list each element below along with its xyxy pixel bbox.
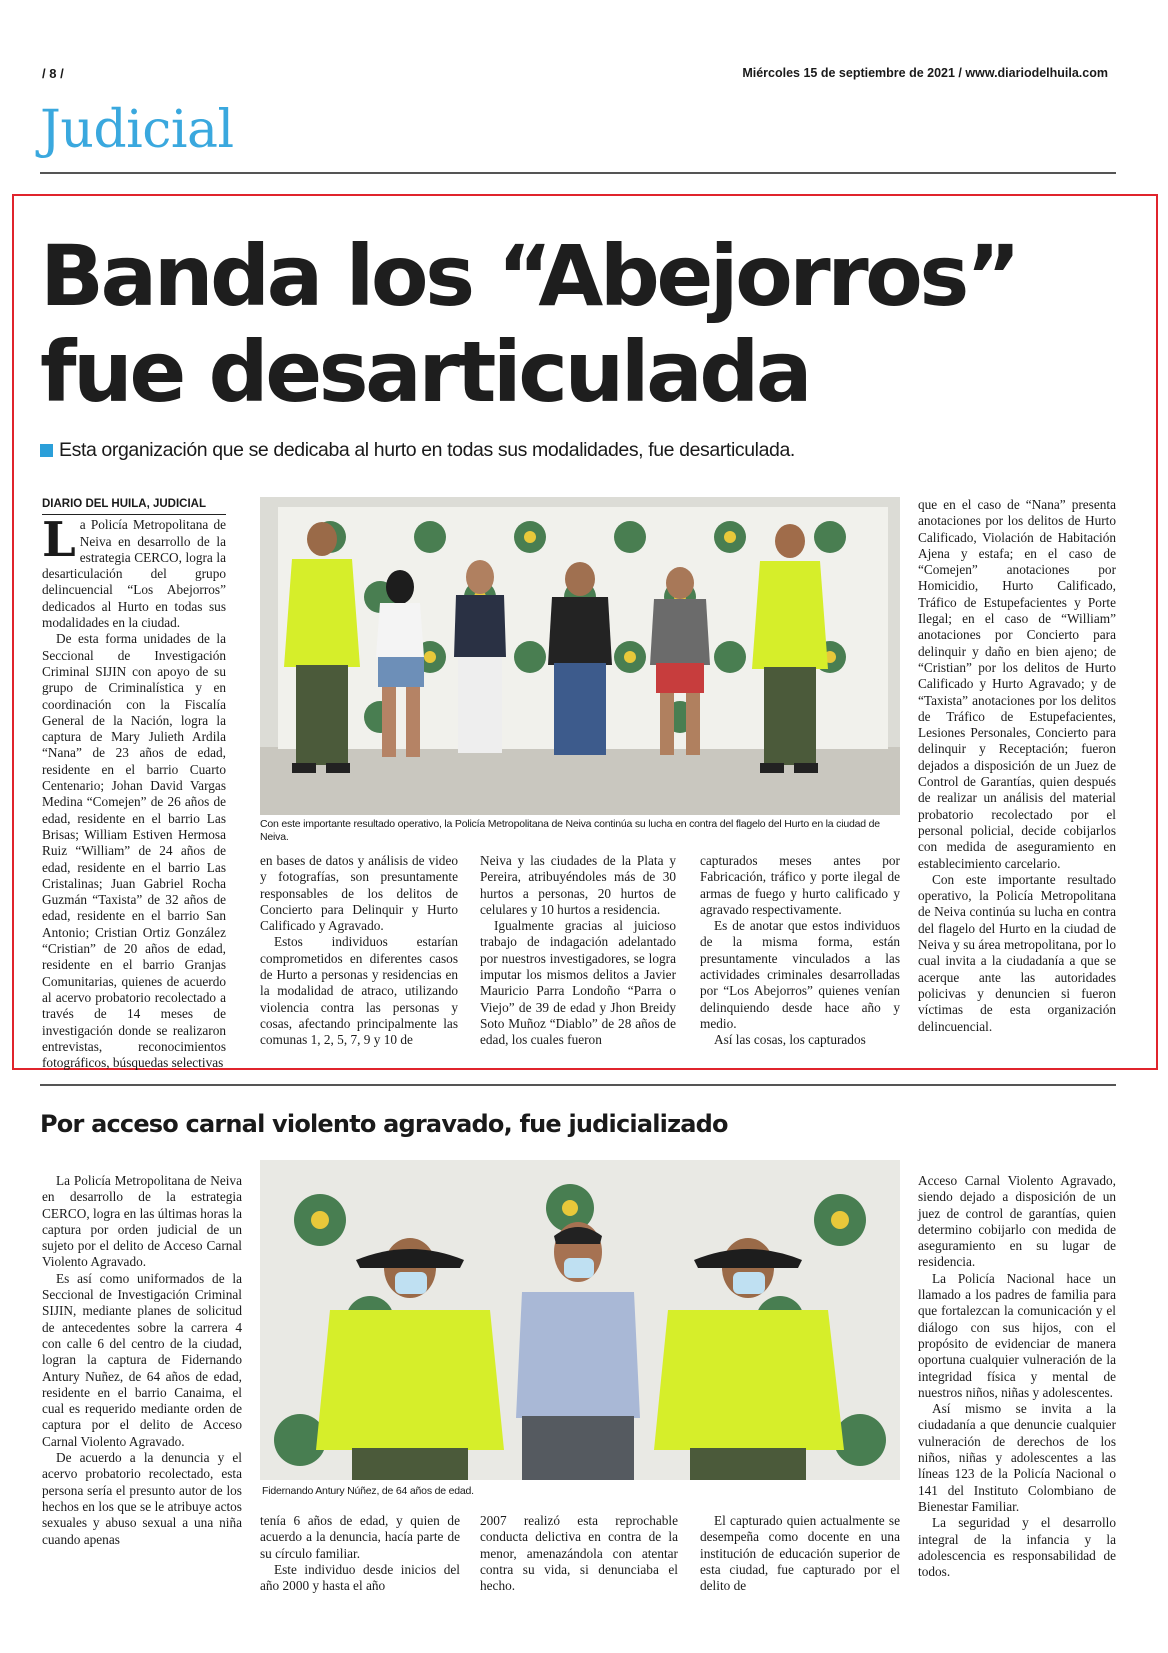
article-subhead (40, 439, 795, 462)
article2-photo (260, 1160, 900, 1480)
article1-paragraph: capturados meses antes por Fabricación, tráfico y porte ilegal de armas de fuego y hurto calificado y agravado respectivamente. (700, 853, 900, 917)
article-headline (40, 228, 1018, 420)
police-lineup-image (260, 497, 900, 815)
article1-paragraph: que en el caso de “Nana” presenta anotaciones por los delitos de Hurto Calificado, Violación de Habitación Ajena y estafa; en el caso de “Comejen” anotaciones por Homicidio, Hurto Calificado, Tráfico de Estupefacientes y Porte Ilegal; en el caso de “William” anotaciones por Concierto para delinquir y daño en bien ajeno; de “Cristian” por los delitos de Hurto Calificado y Hurto Agravado; y de “Taxista” anotaciones por los delitos de Tráfico de Estupefacientes, Lesiones Personales, Concierto para delinquir y Receptación; fueron dejados a disposición de un Juez de Control de Garantías, quien después de realizar un análisis del material probatorio recolectado por el personal policial, decide cobijarlos con medida de aseguramiento en establecimiento carcelario. (918, 497, 1116, 871)
article1-column-3 (480, 853, 676, 1049)
article1-paragraph: Así las cosas, los capturados (714, 1032, 866, 1048)
article2-headline: Por acceso carnal violento agravado, fue judicializado (40, 1110, 728, 1138)
article2-paragraph: La seguridad y el desarrollo integral de la infancia y la adolescencia es responsabilidad de todos. (918, 1515, 1116, 1580)
bullet-square-icon (40, 444, 53, 457)
dateline: Miércoles 15 de septiembre de 2021 / www.diariodelhuila.com (742, 66, 1108, 80)
article1-paragraph: Con este importante resultado operativo, la Policía Metropolitana de Neiva continúa su lucha en contra del flagelo del Hurto en la ciudad de Neiva y su área metropolitana, por lo cual invita a la ciudadanía a que se acerque ante las autoridades policivas y denuncien si fueron víctimas de esta organización delincuencial. (918, 871, 1116, 1034)
article1-paragraph: en bases de datos y análisis de video y fotografías, son presuntamente responsables de los delitos de Concierto para Delinquir y Hurto Calificado y Agravado. (260, 853, 458, 934)
page-number: / 8 / (42, 66, 64, 81)
article1-column-4 (700, 853, 900, 1049)
article2-column-3 (480, 1513, 678, 1594)
paragraph-text: a Policía Metropolitana de Neiva en desarrollo de la estrategia CERCO, logra la desarticulación del grupo delincuencial “Los Abejorros” dedicados al Hurto en todas sus modalidades en la ciudad. (42, 517, 226, 631)
article2-paragraph: tenía 6 años de edad, y quien de acuerdo a la denuncia, hacía parte de su círculo familiar. (260, 1513, 460, 1561)
arrest-photo-image (260, 1160, 900, 1480)
article2-paragraph: 2007 realizó esta reprochable conducta delictiva en contra de la menor, amenazándola con atentar contra su vida, si denunciaba el hecho. (480, 1513, 678, 1594)
article2-paragraph: El capturado quien actualmente se desempeña como docente en una institución de educación superior de esta ciudad, fue capturado por el delito de (700, 1513, 900, 1594)
article1-column-2 (260, 853, 458, 1049)
drop-cap: L (42, 512, 76, 569)
article1-paragraph: Neiva y las ciudades de la Plata y Pereira, atribuyéndoles más de 30 hurtos a personas, 20 hurtos de celulares y 10 hurtos a residencia. (480, 853, 676, 917)
article1-photo (260, 497, 900, 815)
section-title: Judicial (40, 100, 234, 160)
headline-line-2: fue desarticulada (40, 323, 810, 421)
article1-column-5 (918, 497, 1116, 1035)
article1-photo-caption: Con este importante resultado operativo, la Policía Metropolitana de Neiva continúa su lucha en contra del flagelo del Hurto en la ciudad de Neiva. (260, 818, 880, 843)
article2-paragraph: De acuerdo a la denuncia y el acervo probatorio recolectado, esta persona sería el presunto autor de los hechos en los que se le atribuye actos sexuales y abuso sexual a una niña cuando apenas (42, 1450, 242, 1547)
article2-paragraph: Así mismo se invita a la ciudadanía a que denuncie cualquier vulneración de derechos de los niños, niñas y adolescentes a las líneas 123 de la Policía Nacional o 141 del Instituto Colombiano de Bienestar Familiar. (918, 1401, 1116, 1514)
article2-paragraph: La Policía Nacional hace un llamado a los padres de familia para que fortalezcan la comunicación y el diálogo con sus hijos, con el propósito de evidenciar de manera oportuna cualquier vulneración de la integridad física y mental de nuestros niños, niñas y adolescentes. (918, 1270, 1116, 1400)
article2-column-5 (918, 1173, 1116, 1580)
article1-paragraph: Estos individuos estarían comprometidos en diferentes casos de Hurto a personas y residencias en la modalidad de atraco, utilizando violencia contra las personas y cosas, afectando principalmente las comunas 1, 2, 5, 7, 9 y 10 de (260, 934, 458, 1048)
article2-column-4 (700, 1513, 900, 1594)
article1-paragraph: Es de anotar que estos individuos de la misma forma, están presuntamente vinculados a las actividades criminales desarrolladas por “Los Abejorros” quienes venían delinquiendo desde hace año y medio. (700, 918, 900, 1031)
article2-paragraph: La Policía Metropolitana de Neiva en desarrollo de la estrategia CERCO, logra en las últimas horas la captura por orden judicial de un sujeto por el delito de Acceso Carnal Violento Agravado. (42, 1173, 242, 1270)
article2-column-1 (42, 1173, 242, 1548)
article1-paragraph: Igualmente gracias al juicioso trabajo de indagación adelantado por nuestros investigadores, se logra imputar los mismos delitos a Javier Mauricio Parra Londoño “Parra o Viejo” de 39 de edad y Jhon Breidy Soto Muñoz “Diablo” de 28 años de edad, los cuales fueron (480, 918, 676, 1048)
header-rule (40, 172, 1116, 174)
article1-column-1 (42, 496, 226, 1071)
headline-line-1: Banda los “Abejorros” (40, 227, 1018, 325)
article1-paragraph: De esta forma unidades de la Seccional de Investigación Criminal SIJIN con apoyo de su grupo de Criminalística y en coordinación con la Fiscalía General de la Nación, logra la captura de Mary Julieth Ardila “Nana” de 23 años de edad, residente en el barrio Cuarto Centenario; Johan David Vargas Medina “Comejen” de 26 años de edad, residente en el barrio Las Brisas; William Estiven Hermosa Ruiz “William” de 24 años de edad, residente en el barrio Las Cristalinas; Juan Gabriel Rocha Guzmán “Taxista” de 32 años de edad, residente en el barrio San Antonio; Cristian Ortiz González “Cristian” de 20 años de edad, residente en el barrio Granjas Comunitarias, quienes de acuerdo al acervo probatorio recolectado a través de 14 meses de investigación donde se realizaron entrevistas, reconocimientos fotográficos, búsquedas selectivas (42, 631, 226, 1071)
article2-paragraph: Es así como uniformados de la Seccional de Investigación Criminal SIJIN, mediante planes de solicitud de antecedentes sobre la carrera 4 con calle 6 del centro de la ciudad, logran la captura de Fidernando Antury Nuñez, de 64 años de edad, residente en el barrio Canaima, el cual es requerido mediante orden de captura por el delito de Acceso Carnal Violento Agravado. (42, 1270, 242, 1449)
article2-paragraph: Acceso Carnal Violento Agravado, siendo dejado a disposición de un juez de control de garantías, quien determino cobijarlo con medida de aseguramiento en su lugar de residencia. (918, 1173, 1116, 1270)
subhead-text: Esta organización que se dedicaba al hurto en todas sus modalidades, fue desarticulada. (59, 439, 795, 461)
byline: DIARIO DEL HUILA, JUDICIAL (42, 496, 226, 515)
article-separator-rule (40, 1084, 1116, 1086)
article2-column-2 (260, 1513, 460, 1594)
article2-paragraph: Este individuo desde inicios del año 2000 y hasta el año (260, 1561, 460, 1594)
article1-paragraph (42, 512, 226, 631)
article2-photo-caption: Fidernando Antury Núñez, de 64 años de edad. (262, 1485, 474, 1497)
